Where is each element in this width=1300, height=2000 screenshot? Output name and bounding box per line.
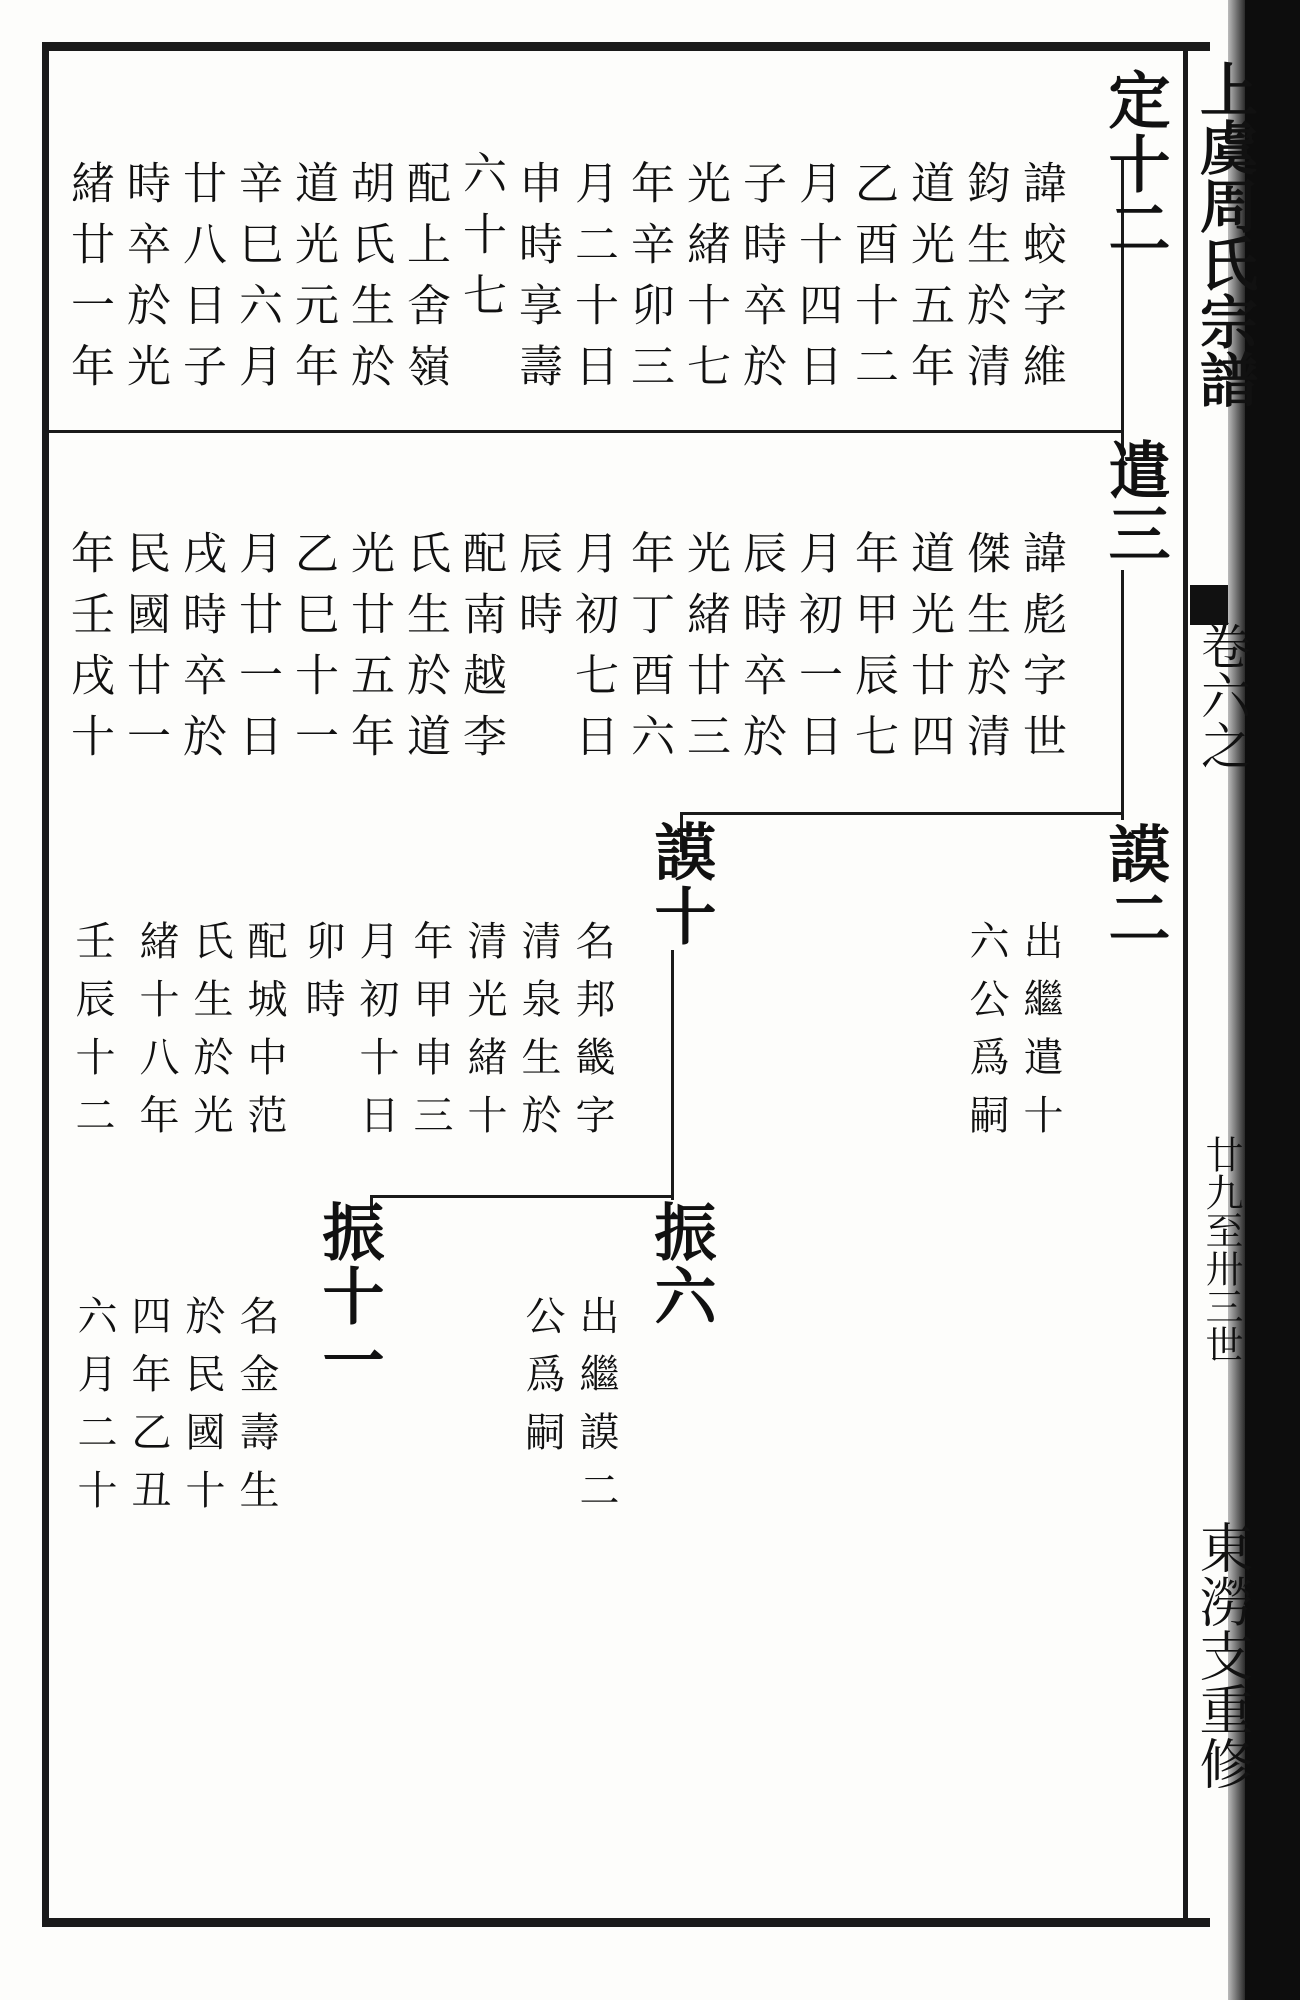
generations-label: 廿九至卅三世 [1199,1135,1243,1363]
record-line: 乙巳十一 [287,530,338,774]
record-line: 四年乙丑 [125,1295,171,1527]
record-line: 出繼謨二 [573,1295,619,1527]
volume-label: 卷六之 [1193,620,1251,770]
section-divider [49,430,1124,433]
page-border-top [42,42,1210,51]
record-line: 申時享壽 [511,160,562,404]
record-line: 清光緒十 [461,920,507,1152]
record-line: 年辛卯三 [623,160,674,404]
record-line: 傑生於清 [959,530,1010,774]
record-line: 月初一日 [791,530,842,774]
person-name: 謨二 [1098,822,1171,950]
record-line: 出繼遣十 [1017,920,1063,1152]
record-line: 辰時 [511,530,562,652]
page-border-bottom [42,1918,1210,1927]
lineage-line [671,950,674,1200]
record-line: 氏生於道 [399,530,450,774]
record-line: 年甲辰七 [847,530,898,774]
record-line: 乙酉十二 [847,160,898,404]
person-name: 謨十 [644,820,717,948]
hall-label: 東澇支重修 [1191,1520,1254,1790]
record-line: 配城中范 [241,920,287,1152]
record-line: 配上舍嶺 [399,160,450,404]
record-line: 卯時 [299,920,345,1036]
branch-line [370,1195,674,1198]
record-line: 諱蛟字維 [1015,160,1066,404]
record-line: 年壬戌十 [63,530,114,774]
record-line: 月二十日 [567,160,618,404]
record-line: 光緒十七 [679,160,730,404]
record-line: 月初七日 [567,530,618,774]
record-line: 月廿一日 [231,530,282,774]
record-line: 氏生於光 [187,920,233,1152]
fishtail-mark [1190,585,1228,625]
person-name: 振十一 [312,1200,385,1392]
record-line: 名邦畿字 [569,920,615,1152]
record-line: 清泉生於 [515,920,561,1152]
lineage-line [1121,570,1124,820]
person-name: 遣三 [1098,438,1171,566]
record-line: 辛巳六月 [231,160,282,404]
record-line: 於民國十 [179,1295,225,1527]
record-line: 六十七 [455,150,506,333]
record-line: 光廿五年 [343,530,394,774]
record-line: 年丁酉六 [623,530,674,774]
person-name: 振六 [644,1200,717,1328]
record-line: 時卒於光 [119,160,170,404]
page-border-left [42,42,49,1927]
record-line: 光緒廿三 [679,530,730,774]
record-line: 民國廿一 [119,530,170,774]
record-line: 公爲嗣 [519,1295,565,1469]
record-line: 緒十八年 [133,920,179,1152]
record-line: 子時卒於 [735,160,786,404]
record-line: 六月二十 [71,1295,117,1527]
branch-line [680,812,1124,815]
record-line: 鈞生於清 [959,160,1010,404]
record-line: 配南越李 [455,530,506,774]
record-line: 六公爲嗣 [963,920,1009,1152]
book-title: 上虞周氏宗譜 [1190,60,1258,408]
record-line: 名金壽生 [233,1295,279,1527]
record-line: 壬辰十二 [69,920,115,1152]
record-line: 道光五年 [903,160,954,404]
record-line: 道光廿四 [903,530,954,774]
record-line: 月初十日 [353,920,399,1152]
record-line: 戌時卒於 [175,530,226,774]
record-line: 年甲申三 [407,920,453,1152]
person-name: 定十二 [1098,68,1171,260]
record-line: 廿八日子 [175,160,226,404]
record-line: 胡氏生於 [343,160,394,404]
record-line: 辰時卒於 [735,530,786,774]
record-line: 緒廿一年 [63,160,114,404]
record-line: 道光元年 [287,160,338,404]
record-line: 月十四日 [791,160,842,404]
record-line: 諱彪字世 [1015,530,1066,774]
